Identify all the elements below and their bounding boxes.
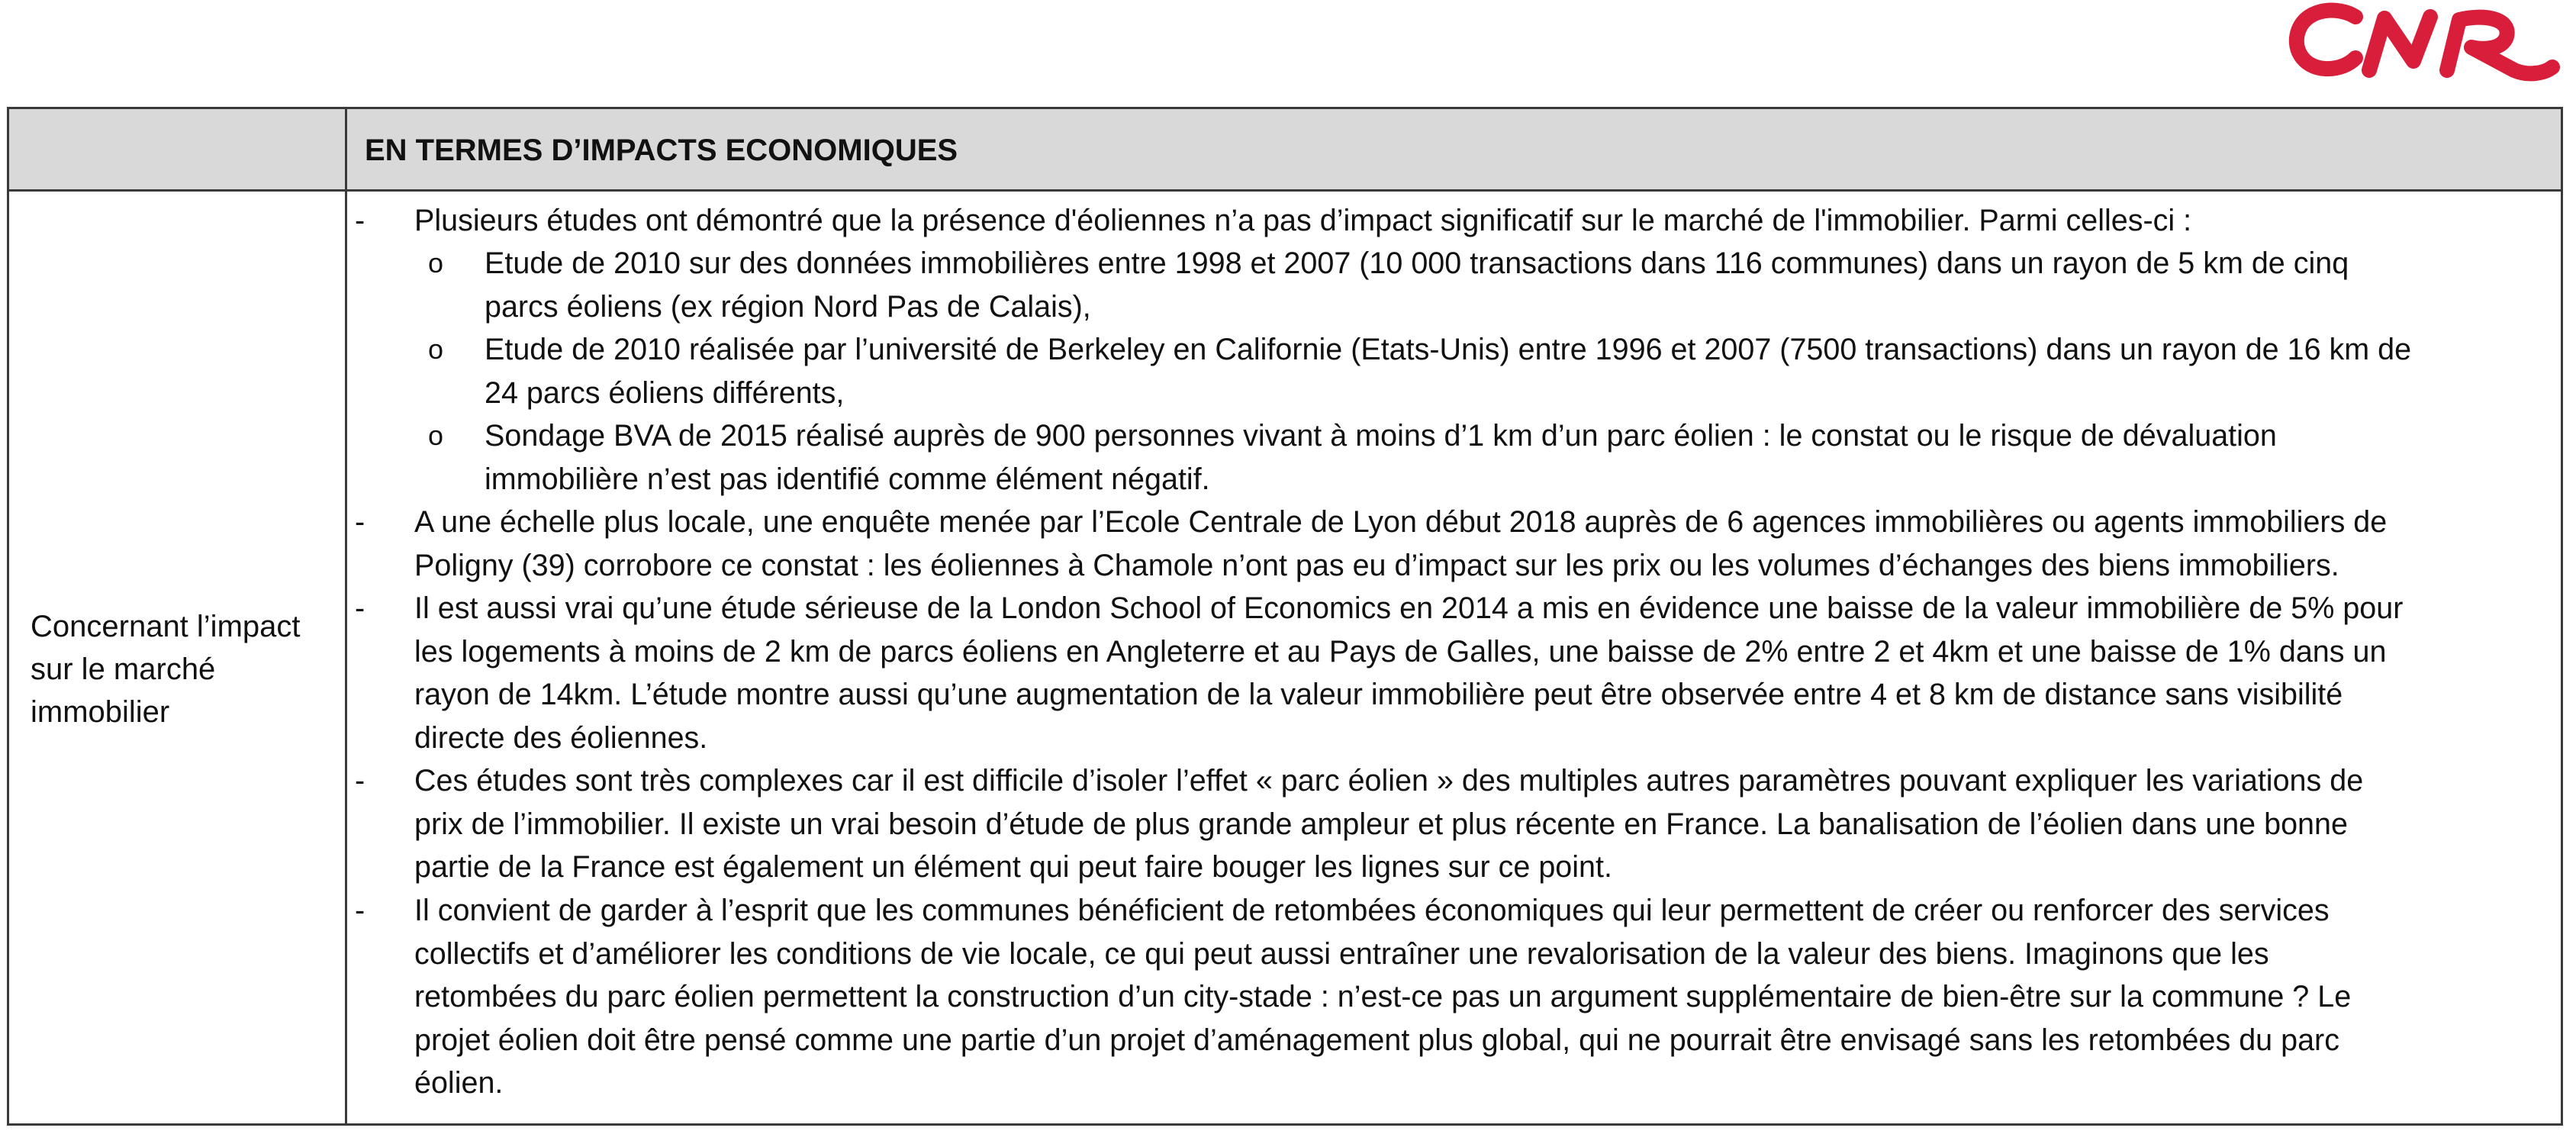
circle-bullet-icon: o [428, 247, 444, 279]
row-content [347, 192, 2561, 1123]
row-label [31, 605, 343, 733]
row-label-line: sur le marché [31, 652, 216, 686]
text-line: retombées du parc éolien permettent la construction d’un city-stade : n’est-ce pas un argument supplémentaire de bien-être sur la commune ? Le [414, 980, 2352, 1013]
text-line: projet éolien doit être pensé comme une partie d’un projet d’aménagement plus global, qui ne pourrait être envisagé sans les retombées du parc [414, 1023, 2339, 1057]
dash-marker: - [355, 764, 365, 798]
text-line: Il est aussi vrai qu’une étude sérieuse de la London School of Economics en 2014 a mis en évidence une baisse de la valeur immobilière de 5% pour [414, 591, 2404, 625]
dash-marker: - [355, 505, 365, 539]
text-line: prix de l’immobilier. Il existe un vrai besoin d’étude de plus grande ampleur et plus récente en France. La banalisation de l’éolien dans une bonne [414, 807, 2348, 841]
text-line: éolien. [414, 1066, 504, 1100]
text-line: collectifs et d’améliorer les conditions de vie locale, ce qui peut aussi entraîner une revalorisation de la valeur des biens. Imaginons que les [414, 936, 2269, 971]
table-header-row [9, 109, 2561, 192]
text-line: Poligny (39) corrobore ce constat : les éoliennes à Chamole n’ont pas eu d’impact sur les prix ou les volumes d’échanges des biens immobiliers. [414, 548, 2339, 582]
text-line: Ces études sont très complexes car il est difficile d’isoler l’effet « parc éolien » des multiples autres paramètres pouvant expliquer les variations de [414, 764, 2364, 798]
impacts-table [7, 107, 2563, 1126]
row-label-line: Concernant l’impact [31, 610, 301, 643]
text-line: A une échelle plus locale, une enquête menée par l’Ecole Centrale de Lyon début 2018 auprès de 6 agences immobilières ou agents immobiliers de [414, 505, 2388, 539]
circle-bullet-icon: o [428, 420, 444, 451]
table-header-title: EN TERMES D’IMPACTS ECONOMIQUES [365, 134, 958, 167]
text-line: Sondage BVA de 2015 réalisé auprès de 900 personnes vivant à moins d’1 km d’un parc éolien : le constat ou le risque de dévaluation [485, 419, 2277, 453]
text-line: les logements à moins de 2 km de parcs éoliens en Angleterre et au Pays de Galles, une baisse de 2% entre 2 et 4km et une baisse de 1% dans un [414, 634, 2387, 669]
dash-marker: - [355, 204, 365, 237]
text-line: Il convient de garder à l’esprit que les communes bénéficient de retombées économiques qui leur permettent de créer ou renforcer des services [414, 894, 2330, 927]
dash-marker: - [355, 591, 365, 625]
dash-marker: - [355, 894, 365, 927]
row-label-line: immobilier [31, 695, 170, 729]
text-line: rayon de 14km. L’étude montre aussi qu’une augmentation de la valeur immobilière peut être observée entre 4 et 8 km de distance sans visibilité [414, 678, 2343, 711]
text-line: directe des éoliennes. [414, 720, 708, 755]
text-line: parcs éoliens (ex région Nord Pas de Calais), [485, 289, 1091, 324]
text-line: 24 parcs éoliens différents, [485, 375, 845, 410]
circle-bullet-icon: o [428, 334, 444, 365]
text-line: Plusieurs études ont démontré que la présence d'éoliennes n’a pas d’impact significatif sur le marché de l'immobilier. Parmi celles-ci : [414, 204, 2192, 237]
text-line: Etude de 2010 sur des données immobilières entre 1998 et 2007 (10 000 transactions dans 116 communes) dans un rayon de 5 km de cinq [485, 246, 2349, 280]
text-line: immobilière n’est pas identifié comme élément négatif. [485, 462, 1210, 496]
cnr-logo [2285, 0, 2560, 84]
text-line: Etude de 2010 réalisée par l’université de Berkeley en Californie (Etats-Unis) entre 1996 et 2007 (7500 transactions) dans un rayon de 16 km de [485, 333, 2412, 366]
text-line: partie de la France est également un élément qui peut faire bouger les lignes sur ce point. [414, 850, 1612, 884]
